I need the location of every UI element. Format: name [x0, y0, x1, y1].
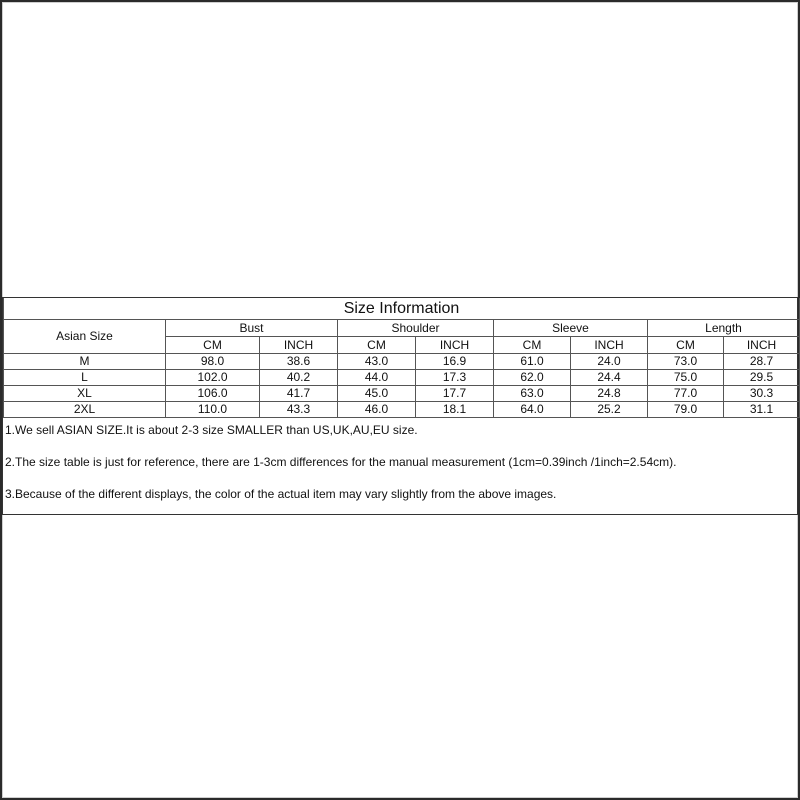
table-cell: 44.0	[338, 370, 416, 386]
notes	[3, 418, 797, 514]
table-row	[4, 402, 800, 418]
table-cell: 43.0	[338, 354, 416, 370]
table-cell: 38.6	[260, 354, 338, 370]
table-cell: 45.0	[338, 386, 416, 402]
unit-header: INCH	[724, 337, 800, 354]
table-title: Size Information	[4, 298, 800, 320]
table-cell: 98.0	[166, 354, 260, 370]
size-chart	[2, 297, 798, 515]
unit-header: CM	[166, 337, 260, 354]
size-column-header: Asian Size	[4, 320, 166, 354]
table-cell: 28.7	[724, 354, 800, 370]
table-cell: 62.0	[494, 370, 571, 386]
table-cell: 75.0	[648, 370, 724, 386]
unit-header: CM	[338, 337, 416, 354]
table-cell: 24.4	[571, 370, 648, 386]
note-color: 3.Because of the different displays, the color of the actual item may vary slightly from the above images.	[5, 487, 557, 501]
unit-header: INCH	[571, 337, 648, 354]
unit-header: CM	[494, 337, 571, 354]
table-cell: 73.0	[648, 354, 724, 370]
note-measurement: 2.The size table is just for reference, there are 1-3cm differences for the manual measurement (1cm=0.39inch /1inch=2.54cm).	[5, 455, 677, 469]
group-header-shoulder: Shoulder	[338, 320, 494, 337]
table-cell: 63.0	[494, 386, 571, 402]
table-cell: 40.2	[260, 370, 338, 386]
note-asian-size: 1.We sell ASIAN SIZE.It is about 2-3 size SMALLER than US,UK,AU,EU size.	[5, 423, 418, 437]
table-cell: 79.0	[648, 402, 724, 418]
table-row	[4, 370, 800, 386]
group-header-length: Length	[648, 320, 800, 337]
table-cell: 43.3	[260, 402, 338, 418]
table-cell: 102.0	[166, 370, 260, 386]
size-cell: XL	[4, 386, 166, 402]
table-cell: 31.1	[724, 402, 800, 418]
size-cell: M	[4, 354, 166, 370]
size-cell: 2XL	[4, 402, 166, 418]
group-header-bust: Bust	[166, 320, 338, 337]
table-cell: 17.3	[416, 370, 494, 386]
table-cell: 106.0	[166, 386, 260, 402]
table-row	[4, 386, 800, 402]
table-cell: 17.7	[416, 386, 494, 402]
table-cell: 16.9	[416, 354, 494, 370]
table-cell: 29.5	[724, 370, 800, 386]
table-row	[4, 354, 800, 370]
table-cell: 61.0	[494, 354, 571, 370]
table-cell: 25.2	[571, 402, 648, 418]
table-cell: 24.8	[571, 386, 648, 402]
table-cell: 24.0	[571, 354, 648, 370]
table-cell: 64.0	[494, 402, 571, 418]
table-cell: 77.0	[648, 386, 724, 402]
size-table	[3, 298, 800, 418]
table-cell: 41.7	[260, 386, 338, 402]
unit-header: CM	[648, 337, 724, 354]
unit-header: INCH	[416, 337, 494, 354]
table-cell: 18.1	[416, 402, 494, 418]
table-cell: 110.0	[166, 402, 260, 418]
table-cell: 46.0	[338, 402, 416, 418]
table-cell: 30.3	[724, 386, 800, 402]
group-header-sleeve: Sleeve	[494, 320, 648, 337]
unit-header: INCH	[260, 337, 338, 354]
size-cell: L	[4, 370, 166, 386]
